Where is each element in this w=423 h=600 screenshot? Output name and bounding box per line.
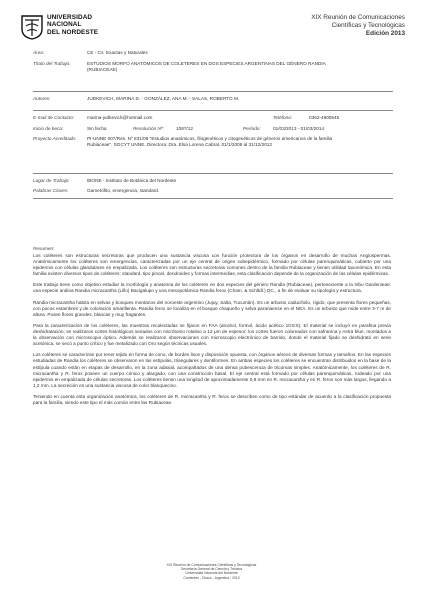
event-title: XIX Reunión de Comunicaciones Científicas y Tecnológicas Edición 2013 xyxy=(311,14,405,37)
page-footer: XIX Reunión de Comunicaciones Científicas y Tecnológicas Secretaría General de Ciencia y Técnica Universidad Nacional del Nordeste Corrientes - Chaco - Argentina - 2013 xyxy=(166,563,257,580)
keywords-value: Gametófito, emergencia, standard. xyxy=(87,188,160,193)
project-label: Proyecto Acreditado: xyxy=(33,136,77,141)
place-value: IBONE - Instituto de Botánica del Nordeste xyxy=(87,178,177,183)
divider xyxy=(33,198,393,199)
project-value: PI-UNNE 007/Res. Nº 831/08 "Estudios anatómicos, filogenéticos y citogenéticos de géneros americanos de la familia Rubiaceae". SGCYT UNNE. Directora: Dra. Elsa Lorena Cabral. 01/1/2009 al 31/12/2012 xyxy=(87,136,333,147)
authors-label: Autores: xyxy=(33,96,51,101)
divider xyxy=(33,91,393,92)
work-title: ESTUDIOS MORFO ANATÓMICOS DE COLETERES EN DOS ESPECIES ARGENTINAS DEL GÉNERO RANDIA (RUBIACEAE) xyxy=(87,61,326,72)
divider xyxy=(33,110,393,111)
authors-row xyxy=(33,96,393,110)
place-row xyxy=(33,178,393,188)
abstract-paragraph: Los coléteres son estructuras secretoras que producen una sustancia viscosa con función protectora de los órganos en desarrollo de muchas Angiospermas. Anatómicamente los coléteres son emergencias, caracterizadas por un eje central de origen subepidérmico, formado por células parenquimáticas, cubierto por una epidermis con células glandulares en empalizada. Los coléteres son estructuras secretoras comunes dentro de la familia Rubiaceae y tienen utilidad taxonómica. En esta familia existen diversos tipos de coléteres: standard, tipo pincel, dendroides y formas intermedias, esta clasificación depende de la organización de las células epidérmicas. xyxy=(33,253,391,277)
keywords-row xyxy=(33,188,393,198)
university-name: UNIVERSIDAD NACIONAL DEL NORDESTE xyxy=(47,14,99,36)
abstract xyxy=(33,246,391,411)
metadata-table xyxy=(33,50,393,199)
phone-label: Teléfono: xyxy=(273,115,293,120)
area-label: Área: xyxy=(33,50,45,55)
contact-row xyxy=(33,115,393,126)
title-label: Título del Trabajo: xyxy=(33,61,71,66)
page-header xyxy=(20,14,405,46)
area-row xyxy=(33,50,393,61)
abstract-paragraph: Para la caracterización de los coléteres, las muestras recolectadas se fijaron en FAA (alcohol, formol, ácido acético 10:5:5). El material se incluyó en parafina previa deshidratación; se realizaron cortes histológicos seriados con micrótomo rotativo a 12 μm de espesor; los cortes fueron coloreados con safranina y Astra blue, montados a la observación con microscopio óptico. Además se realizaron observaciones con microscopio electrónico de barrido, donde el material fijado se deshidrató en serie acetónica, se secó a punto crítico y fue metalizado con Oro según técnicas usuales. xyxy=(33,323,391,347)
keywords-label: Palabras Claves: xyxy=(33,188,69,193)
abstract-paragraph: Este trabajo tiene como objetivo estudiar la morfología y anatomía de los coléteres en dos especies del género Randia (Rubiaceae), perteneciente a la tribu Gardenieae: una especie andina Randia micracantha (Lillo) Bacigalupo y una mesopotámica Randia ferox (Cham. & Schltdl.) DC., a fin de evaluar su tipología y estructura. xyxy=(33,282,391,294)
period-label: Período: xyxy=(243,126,261,131)
start-value: Sin fecha xyxy=(87,126,107,131)
abstract-paragraph: Teniendo en cuenta esta organización anatómica, los coléteres de R. micracantha y R. ferox se describen como de tipo estándar de acuerdo a la clasificación propuesta para la familia, siendo este tipo el más común entre las Rubiaceae. xyxy=(33,393,391,405)
resolution-value: 1087/12 xyxy=(176,126,193,131)
start-label: Inicio de beca: xyxy=(33,126,64,131)
grant-row xyxy=(33,126,393,136)
university-logo xyxy=(20,14,140,46)
area-value: CE - Cs. Exactas y Naturales xyxy=(87,50,148,55)
project-row xyxy=(33,136,393,173)
edition-label: Edición 2013 xyxy=(365,29,405,37)
university-seal-icon xyxy=(20,14,44,40)
email-value: marina-judkevich@hotmail.com xyxy=(87,115,153,120)
phone-value: 0362-4900545 xyxy=(309,115,340,120)
place-label: Lugar de Trabajo: xyxy=(33,178,70,183)
resolution-label: Resolución Nº: xyxy=(133,126,164,131)
title-row xyxy=(33,61,393,91)
abstract-paragraph: Randia micracantha habita en selvas y bosques montanos del noroeste argentino (Jujuy, Salta, Tucumán). Es un arbusto caducifolio, rígido, que presenta flores pequeñas, con pocos estambres y de coloración amarillenta. Randia ferox se localiza en el bosque chaqueño y selva paranaense en el NEA. Es un arbusto que mide entre 3-7 m de altura. Posee flores grandes, blancas y muy fragantes. xyxy=(33,299,391,317)
abstract-paragraph: Los coléteres se caracterizan por tener tejido en forma de cono, de bordes lisos y disposición opuesta, con órganos aéreos de diversas formas y tamaños. En las especies estudiadas de Randia los coléteres se observaron en las estípulas, triangulares y dentiformes. En ambas especies los coléteres se encuentran distribuidos en la base de la estípula cuando están en etapas de desarrollo, en la zona adaxial, acompañados de una densa pubescencia de tricomas simples. Anatómicamente, los coléteres de R. micracantha y R. ferox poseen un cuerpo cónico y alargado, con una constricción basal. El eje central está formado por células parenquimáticas, rodeado por una epidermis en empalizada de células secretoras. Los coléteres tienen una longitud de aproximadamente 0,8 mm en R. micracantha y en R. ferox son más largos, llegando a 1,2 mm. La secreción es una sustancia viscosa de color blanquecino. xyxy=(33,352,391,388)
period-value: 01/03/2013 - 01/03/2014 xyxy=(273,126,325,131)
authors-value: JUDKEVICH, MARINA D. - GONZÁLEZ, ANA M. - SALAS, ROBERTO M. xyxy=(87,96,240,101)
divider xyxy=(33,173,393,174)
email-label: E-mail de Contacto: xyxy=(33,115,75,120)
abstract-label: Resumen: xyxy=(33,246,55,251)
